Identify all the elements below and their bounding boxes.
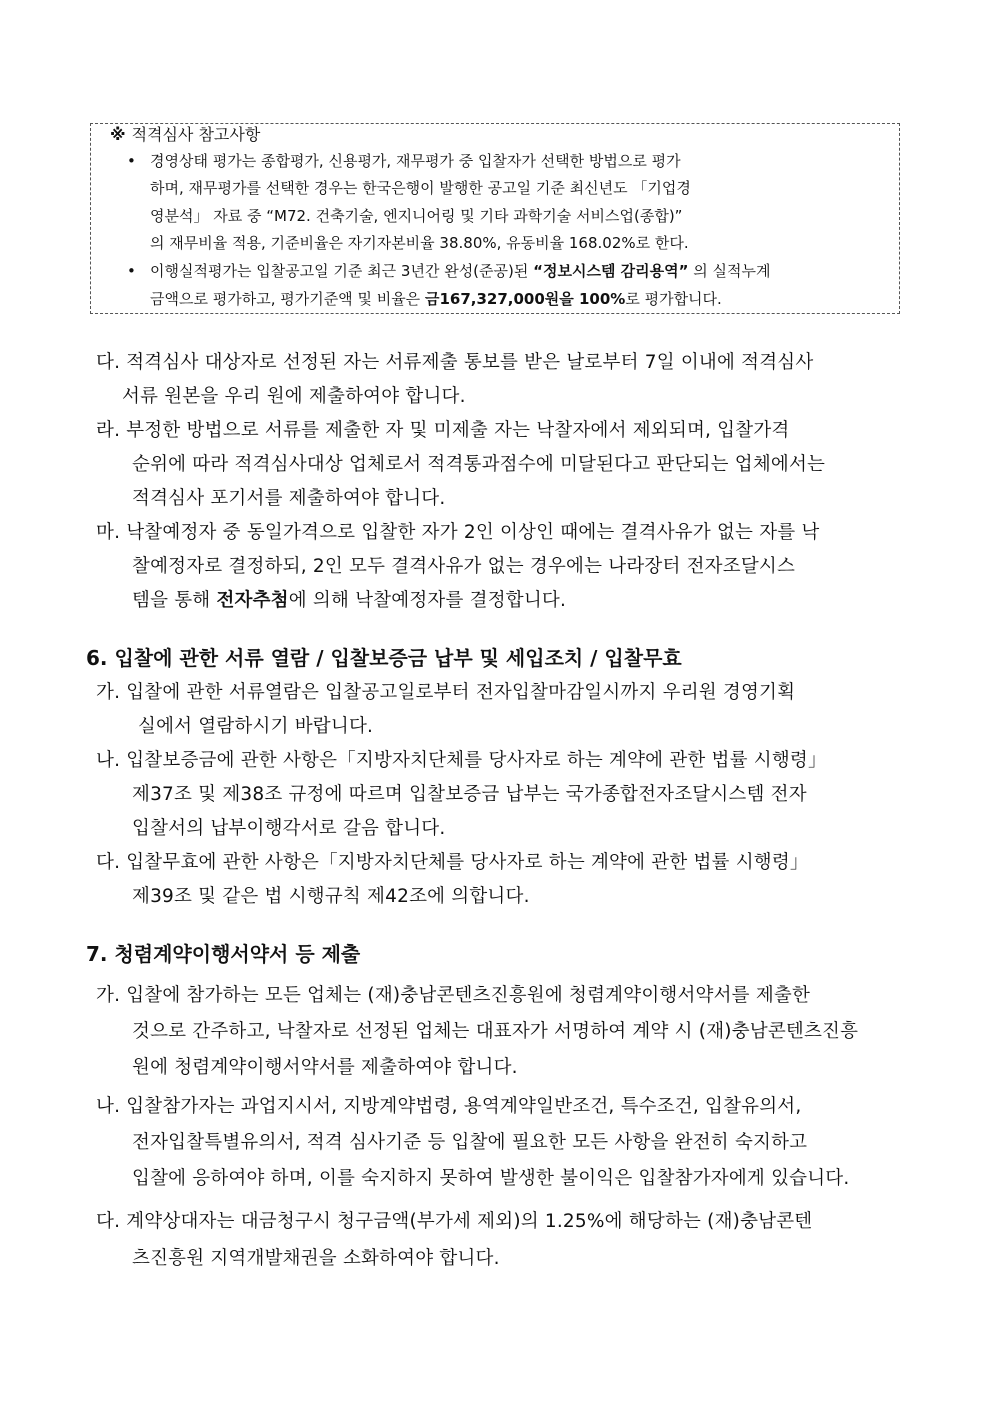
sec7-item-ga-line-2: 것으로 간주하고, 낙찰자로 선정된 업체는 대표자가 서명하여 계약 시 (재)충남콘텐츠진흥 <box>132 1021 859 1042</box>
note-1-line-2: 하며, 재무평가를 선택한 경우는 한국은행이 발행한 공고일 기준 최신년도 「기업경 <box>150 179 691 197</box>
section-7-heading: 7. 청렴계약이행서약서 등 제출 <box>86 942 361 966</box>
note-2-line-1: 이행실적평가는 입찰공고일 기준 최근 3년간 완성(준공)된 “정보시스템 감리용역” 의 실적누계 <box>150 262 771 280</box>
note-1-line-1: 경영상태 평가는 종합평가, 신용평가, 재무평가 중 입찰자가 선택한 방법으로 평가 <box>150 152 681 170</box>
sec6-item-da-line-1: 다. 입찰무효에 관한 사항은「지방자치단체를 당사자로 하는 계약에 관한 법률 시행령」 <box>96 852 809 873</box>
sec7-item-da-line-1: 다. 계약상대자는 대금청구시 청구금액(부가세 제외)의 1.25%에 해당하는 (재)충남콘텐 <box>96 1211 813 1232</box>
item-ra-line-3: 적격심사 포기서를 제출하여야 합니다. <box>132 488 446 509</box>
sec6-item-na-line-2: 제37조 및 제38조 규정에 따르며 입찰보증금 납부는 국가종합전자조달시스템 전자 <box>132 784 807 805</box>
item-ma-line-3: 템을 통해 전자추첨에 의해 낙찰예정자를 결정합니다. <box>132 590 567 611</box>
sec7-item-na-line-2: 전자입찰특별유의서, 적격 심사기준 등 입찰에 필요한 모든 사항을 완전히 숙지하고 <box>132 1132 808 1153</box>
bullet-icon: • <box>127 262 136 280</box>
notes-title-text: 적격심사 참고사항 <box>131 125 261 144</box>
sec6-item-ga-line-2: 실에서 열람하시기 바랍니다. <box>138 716 374 737</box>
item-ra-line-2: 순위에 따라 적격심사대상 업체로서 적격통과점수에 미달된다고 판단되는 업체에서는 <box>132 454 826 475</box>
item-ma-line-1: 마. 낙찰예정자 중 동일가격으로 입찰한 자가 2인 이상인 때에는 결격사유가 없는 자를 낙 <box>96 522 820 543</box>
section-6-heading: 6. 입찰에 관한 서류 열람 / 입찰보증금 납부 및 세입조치 / 입찰무효 <box>86 646 682 670</box>
sec7-item-na-line-1: 나. 입찰참가자는 과업지시서, 지방계약법령, 용역계약일반조건, 특수조건, 입찰유의서, <box>96 1096 802 1117</box>
sec7-item-na-line-3: 입찰에 응하여야 하며, 이를 숙지하지 못하여 발생한 불이익은 입찰참가자에게 있습니다. <box>132 1168 850 1189</box>
sec6-item-na-line-3: 입찰서의 납부이행각서로 갈음 합니다. <box>132 818 446 839</box>
item-ra-line-1: 라. 부정한 방법으로 서류를 제출한 자 및 미제출 자는 낙찰자에서 제외되며, 입찰가격 <box>96 420 790 441</box>
bullet-icon: • <box>127 152 136 170</box>
sec7-item-ga-line-3: 원에 청렴계약이행서약서를 제출하여야 합니다. <box>132 1057 518 1078</box>
note-2-line-2: 금액으로 평가하고, 평가기준액 및 비율은 금167,327,000원을 100%로 평가합니다. <box>150 290 722 308</box>
sec7-item-da-line-2: 츠진흥원 지역개발채권을 소화하여야 합니다. <box>132 1248 500 1269</box>
note-1-line-4: 의 재무비율 적용, 기준비율은 자기자본비율 38.80%, 유동비율 168.02%로 한다. <box>150 234 689 252</box>
item-da-line-2: 서류 원본을 우리 원에 제출하여야 합니다. <box>122 386 466 407</box>
note-2-emphasis-service: “정보시스템 감리용역” <box>533 262 689 280</box>
sec6-item-ga-line-1: 가. 입찰에 관한 서류열람은 입찰공고일로부터 전자입찰마감일시까지 우리원 경영기획 <box>96 682 796 703</box>
sec6-item-na-line-1: 나. 입찰보증금에 관한 사항은「지방자치단체를 당사자로 하는 계약에 관한 법률 시행령」 <box>96 750 827 771</box>
sec6-item-da-line-2: 제39조 및 같은 법 시행규칙 제42조에 의합니다. <box>132 886 530 907</box>
notes-title <box>110 124 260 146</box>
electronic-lottery-emphasis: 전자추첨 <box>216 590 289 611</box>
item-ma-line-2: 찰예정자로 결정하되, 2인 모두 결격사유가 없는 경우에는 나라장터 전자조달시스 <box>132 556 796 577</box>
note-2-emphasis-amount: 금167,327,000원을 100% <box>424 290 626 308</box>
reference-mark-icon: ※ <box>110 125 126 144</box>
note-1-line-3: 영분석」 자료 중 “M72. 건축기술, 엔지니어링 및 기타 과학기술 서비스업(종합)” <box>150 207 683 225</box>
sec7-item-ga-line-1: 가. 입찰에 참가하는 모든 업체는 (재)충남콘텐츠진흥원에 청렴계약이행서약서를 제출한 <box>96 985 811 1006</box>
item-da-line-1: 다. 적격심사 대상자로 선정된 자는 서류제출 통보를 받은 날로부터 7일 이내에 적격심사 <box>96 352 814 373</box>
